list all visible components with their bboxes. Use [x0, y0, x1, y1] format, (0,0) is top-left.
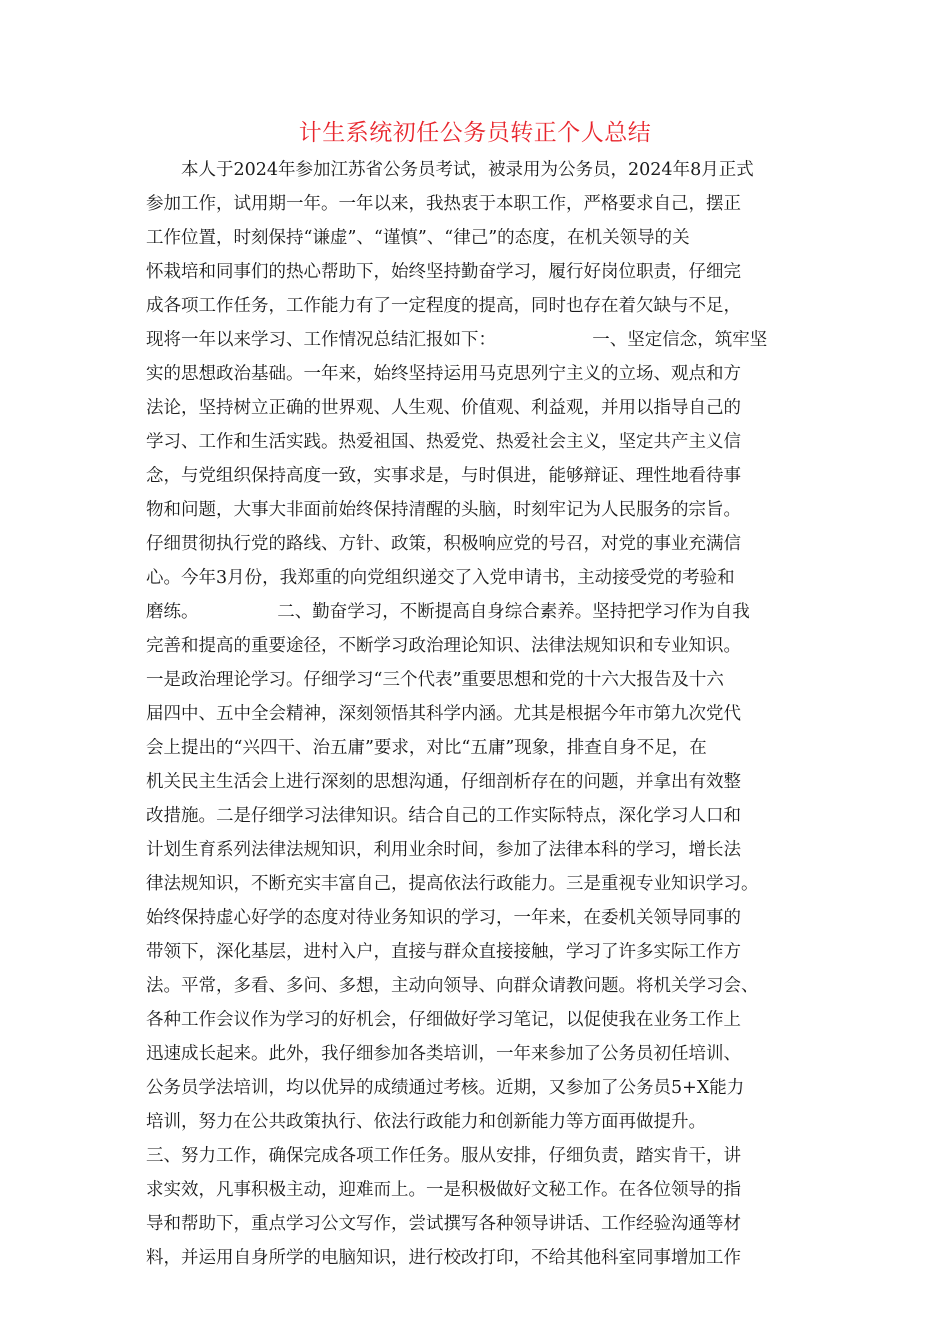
- body-line: 本人于2024年参加江苏省公务员考试，被录用为公务员，2024年8月正式: [146, 160, 754, 180]
- body-line: 磨练。 二、勤奋学习，不断提高自身综合素养。坚持把学习作为自我: [146, 602, 750, 622]
- body-line: 物和问题，大事大非面前始终保持清醒的头脑，时刻牢记为人民服务的宗旨。: [146, 500, 741, 520]
- body-line: 一是政治理论学习。仔细学习“三个代表”重要思想和党的十六大报告及十六: [146, 670, 724, 690]
- body-line: 改措施。二是仔细学习法律知识。结合自己的工作实际特点，深化学习人口和: [146, 806, 741, 826]
- body-line: 律法规知识，不断充实丰富自己，提高依法行政能力。三是重视专业知识学习。: [146, 874, 759, 894]
- body-line: 求实效，凡事积极主动，迎难而上。一是积极做好文秘工作。在各位领导的指: [146, 1180, 741, 1200]
- body-line: 学习、工作和生活实践。热爱祖国、热爱党、热爱社会主义，坚定共产主义信: [146, 432, 741, 452]
- body-line: 参加工作，试用期一年。一年以来，我热衷于本职工作，严格要求自己，摆正: [146, 194, 741, 214]
- body-line: 三、努力工作，确保完成各项工作任务。服从安排，仔细负责，踏实肯干，讲: [146, 1146, 741, 1166]
- document-title: 计生系统初任公务员转正个人总结: [298, 120, 652, 146]
- body-line: 计划生育系列法律法规知识，利用业余时间，参加了法律本科的学习，增长法: [146, 840, 741, 860]
- body-line: 届四中、五中全会精神，深刻领悟其科学内涵。尤其是根据今年市第九次党代: [146, 704, 741, 724]
- body-line: 怀栽培和同事们的热心帮助下，始终坚持勤奋学习，履行好岗位职责，仔细完: [146, 262, 741, 282]
- body-line: 导和帮助下，重点学习公文写作，尝试撰写各种领导讲话、工作经验沟通等材: [146, 1214, 741, 1234]
- body-line: 机关民主生活会上进行深刻的思想沟通，仔细剖析存在的问题，并拿出有效整: [146, 772, 741, 792]
- body-line: 完善和提高的重要途径，不断学习政治理论知识、法律法规知识和专业知识。: [146, 636, 741, 656]
- body-line: 会上提出的“兴四干、治五庸”要求，对比“五庸”现象，排查自身不足，在: [146, 738, 707, 758]
- body-line: 培训，努力在公共政策执行、依法行政能力和创新能力等方面再做提升。: [146, 1112, 706, 1132]
- body-line: 念，与党组织保持高度一致，实事求是，与时俱进，能够辩证、理性地看待事: [146, 466, 741, 486]
- body-line: 法论，坚持树立正确的世界观、人生观、价值观、利益观，并用以指导自己的: [146, 398, 741, 418]
- body-line: 工作位置，时刻保持“谦虚”、“谨慎”、“律己”的态度，在机关领导的关: [146, 228, 690, 248]
- body-line: 始终保持虚心好学的态度对待业务知识的学习，一年来，在委机关领导同事的: [146, 908, 741, 928]
- body-line: 法。平常，多看、多问、多想，主动向领导、向群众请教问题。将机关学习会、: [146, 976, 759, 996]
- body-line: 实的思想政治基础。一年来，始终坚持运用马克思列宁主义的立场、观点和方: [146, 364, 741, 384]
- body-line: 心。今年3月份，我郑重的向党组织递交了入党申请书，主动接受党的考验和: [146, 568, 735, 588]
- body-line: 公务员学法培训，均以优异的成绩通过考核。近期，又参加了公务员5+X能力: [146, 1078, 745, 1098]
- body-line: 各种工作会议作为学习的好机会，仔细做好学习笔记，以促使我在业务工作上: [146, 1010, 741, 1030]
- body-line: 仔细贯彻执行党的路线、方针、政策，积极响应党的号召，对党的事业充满信: [146, 534, 741, 554]
- body-line: 现将一年以来学习、工作情况总结汇报如下： 一、坚定信念，筑牢坚: [146, 330, 768, 350]
- body-line: 成各项工作任务，工作能力有了一定程度的提高，同时也存在着欠缺与不足，: [146, 296, 741, 316]
- body-line: 迅速成长起来。此外，我仔细参加各类培训，一年来参加了公务员初任培训、: [146, 1044, 741, 1064]
- body-line: 带领下，深化基层，进村入户，直接与群众直接接触，学习了许多实际工作方: [146, 942, 741, 962]
- body-line: 料，并运用自身所学的电脑知识，进行校改打印，不给其他科室同事增加工作: [146, 1248, 741, 1268]
